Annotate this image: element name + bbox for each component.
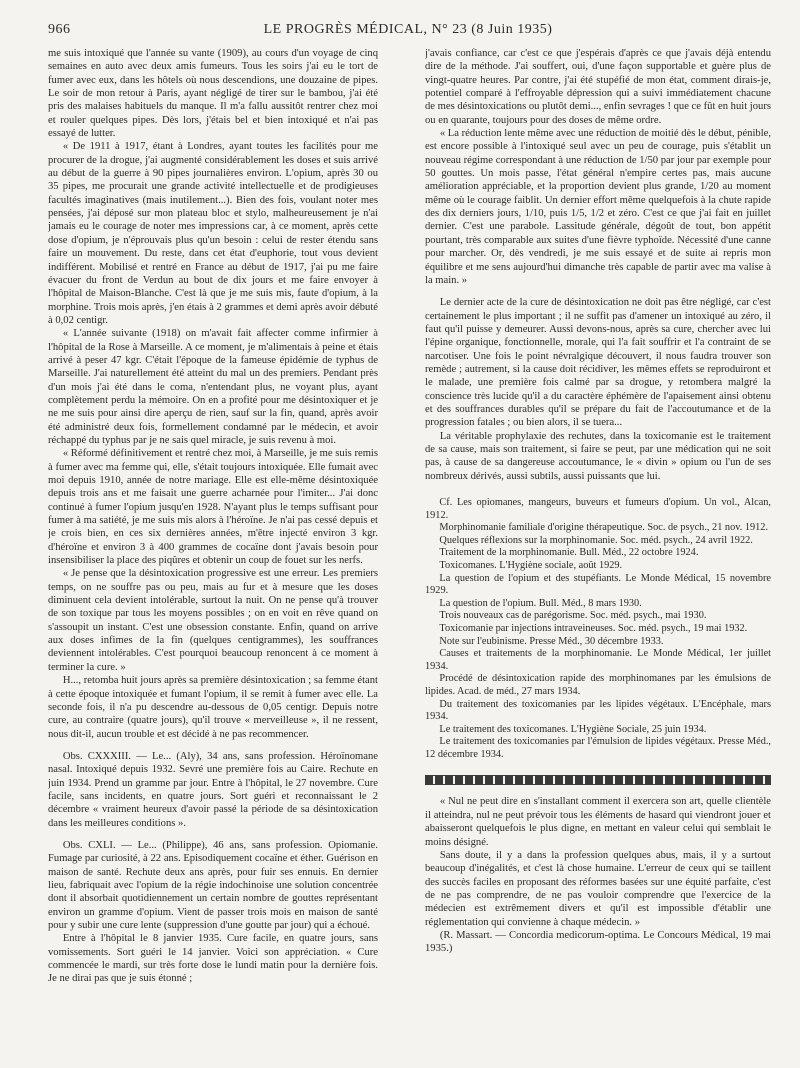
paragraph: « La réduction lente même avec une réduction de moitié dès le début, pénible, est encore possible à l'intoxiqué seul avec un peu de courage, puis s'établit un nouveau régime correspondant à une réduction de 1/50 par jour par exemple pour 50 gouttes. Un mois passe, l'état général n'empire certes pas, mais aucune amélioration appréciable, et la proportion devient plus grande, 1/20 au moment même où le courage faiblit. Un dernier effort même quelquefois à la chute rapide des dix derniers jours, 1/10, puis 1/5, 1/2 et zéro. C'est ce que j'ai fait en juillet dernier. C'est une parabole. Lassitude générale, dégoût de tout, bon appétit pourtant, très comparable aux suites d'une fièvre typhoïde. Nécessité d'une canne pour marcher. Or, dès vendredi, je me suis essayé et de suite ai repris mon équilibre et me sens aujourd'hui dimanche très capable de partir avec ma valise à la main. » <box>425 128 771 286</box>
reference-item: La question de l'opium. Bull. Méd., 8 mars 1930. <box>439 597 642 609</box>
reference-item: Le traitement des toxicomanies par l'émulsion de lipides végétaux. Presse Méd., 12 décembre 1934. <box>425 736 771 760</box>
reference-item: Causes et traitements de la morphinomanie. Le Monde Médical, 1er juillet 1934. <box>425 648 771 672</box>
observation-cxli: Obs. CXLI. — Le... (Philippe), 46 ans, sans profession. Opiomanie. Fumage par curiosité, à 22 ans. Episodiquement cocaïne et éther. Guérison en maison de santé. Rechute deux ans après, pour fuir ses ennuis. En dernier lieu, fabriquait avec l'opium de la régie indochinoise une solution concentrée dont il absorbait quotidiennement un certain nombre de gouttes représentant environ un gramme d'opium. Vient de passer trois mois en maison de santé pour y subir une cure lente (suppression d'une goutte par jour) qui a échoué. <box>48 839 378 931</box>
reference-item: Toxicomanie par injections intraveineuses. Soc. méd. psych., 19 mai 1932. <box>439 622 748 634</box>
paragraph: « Réformé définitivement et rentré chez moi, à Marseille, je me suis remis à fumer avec ma femme qui, elle, s'était toujours intoxiquée. Elle fumait avec moi depuis 1910, année de notre mariage. Elle est elle-même désintoxiquée depuis trois ans et me faisait une guerre acharnée pour l'imiter... J'ai donc continué à fumer l'opium jusqu'en 1928. N'ayant plus le temps suffisant pour fumer à ma satiété, je me suis mis alors à l'héroïne. Je n'ai pas cessé depuis et je crois bien, en ces six dernières années, m'être injecté environ 3 kgr. d'héroïne et environ 3 à 400 grammes de cocaïne dont j'avais besoin pour insensibiliser la place des piqûres et obtenir un coup de fouet sur les nerfs. <box>48 448 378 567</box>
page-number: 966 <box>48 22 71 37</box>
reference-item: Cf. Les opiomanes, mangeurs, buveurs et fumeurs d'opium. Un vol., Alcan, 1912. <box>425 497 771 521</box>
paragraph: « Je pense que la désintoxication progressive est une erreur. Les premiers temps, on ne souffre pas ou peu, mais au fur et à mesure que les doses diminuent cela devient intolérable, surtout la nuit. On ne pense qu'à trouver de son toxique par tous les moyens possibles ; on en voit en rêve quand on s'assoupit un instant. C'est une obsession constante. Enfin, quand on arrive aux doses infimes de la fin (quelques centigrammes), les souffrances deviennent intolérables. C'est pourquoi beaucoup renoncent à ce moment à terminer la cure. » <box>48 568 378 673</box>
reference-item: Traitement de la morphinomanie. Bull. Méd., 22 octobre 1924. <box>439 547 699 559</box>
reference-item: Procédé de désintoxication rapide des morphinomanes par les émulsions de lipides. Acad. de méd., 27 mars 1934. <box>425 673 771 697</box>
right-column <box>425 47 771 1047</box>
paragraph: « Nul ne peut dire en s'installant comment il exercera son art, quelle clientèle il atteindra, nul ne peut prévoir tous les éléments de hasard qui viendront jouer et abaisseront quelquefois le plus digne, en mettant en valeur celui qui semblait le moins désigné. <box>425 796 771 848</box>
reference-item: Le traitement des toxicomanes. L'Hygiène Sociale, 25 juin 1934. <box>439 723 707 735</box>
paragraph: Sans doute, il y a dans la profession quelques abus, mais, il y a surtout beaucoup d'inégalités, et c'est là chose humaine. L'erreur de ceux qui se taillent des succès faciles en proposant des réformes basées sur une équité parfaite, c'est de ne pas comprendre, de ne pas vouloir comprendre que l'exercice de la médecien est extrêmement divers et qu'il est impossible d'établir une réglementation qui convienne à chaque médecin. » <box>425 849 771 928</box>
paragraph: La véritable prophylaxie des rechutes, dans la toxicomanie est le traitement de sa cause, mais son traitement, si faire se peut, par une médication qui ne soit pas, à cause de sa dangereuse accoutumance, le « divin » opium ou l'un de ses nombreux dérivés, aussi subtils, aussi puissants que lui. <box>425 430 771 482</box>
running-title: LE PROGRÈS MÉDICAL, N° 23 (8 Juin 1935) <box>263 22 553 37</box>
paragraph: « L'année suivante (1918) on m'avait fait affecter comme infirmier à l'hôpital de la Rose à Marseille. A ce moment, je m'alimentais à peine et étais arrivé à peser 47 kgr. C'était l'époque de la fameuse épidémie de typhus de Marseille. J'ai naturellement été atteint du mal un des premiers. Pendant près d'un mois j'ai été dans le coma, n'entendant plus, ne voyant plus, ayant complètement perdu la mémoire. On en a profité pour me désintoxiquer et je ne me suis pour ainsi dire aperçu de rien, sauf sur la fin, quand, après avoir été administré deux fois, formellement condamné par le médecin, et avoir réchappé du typhus par je ne sais quel miracle, je suis revenu à moi. <box>48 328 378 446</box>
reference-item: Morphinomanie familiale d'origine thérapeutique. Soc. de psych., 21 nov. 1912. <box>439 522 769 534</box>
observation-cxxxiii: Obs. CXXXIII. — Le... (Aly), 34 ans, sans profession. Héroïnomane nasal. Intoxiqué depuis 1932. Sevré une première fois au Caire. Rechute en juin 1934. Prend un gramme par jour. Entre à l'hôpital, le 27 novembre. Cure facile, sans incidents, en quatre jours. Sort guéri et reconnaissant le 2 décembre « vraiment heureux d'avoir passé la période de sa désintoxication dans les meilleures conditions ». <box>48 750 378 829</box>
reference-item: Quelques réflexions sur la morphinomanie. Soc. méd. psych., 24 avril 1922. <box>439 534 753 546</box>
paragraph: « De 1911 à 1917, étant à Londres, ayant toutes les facilités pour me procurer de la drogue, j'ai augmenté considérablement les doses et suis arrivé au début de la guerre à 90 pipes journalières environ. L'opium, après 30 ou 35 pipes, me procurait une grande activité intellectuelle et de prodigieuses facultés imaginatives (mais inutilement...). Bien des fois, voulant noter mes pensées, j'ai déposé sur mon plateau bloc et stylo, malheureusement je n'ai jamais eu le courage de noter mes impressions car, à ce moment, après cette dose d'opium, je n'éprouvais plus qu'un besoin : celui de rester étendu sans faire un mouvement. Du reste, dans cet état d'euphorie, tout vous devient indifférent. Mobilisé et rentré en France au début de 1917, j'ai pu me faire évacuer du front de Verdun au bout de dix jours et me faire envoyer à l'hôpital de Maison-Blanche. C'est là que je me suis mis, faute d'opium, à la morphine. Trois mois après, j'en étais à 2 grammes et demi après avoir débuté à 0,02 centigr. <box>48 141 378 326</box>
reference-item: Du traitement des toxicomanies par les lipides végétaux. L'Encéphale, mars 1934. <box>425 698 771 723</box>
paragraph: me suis intoxiqué que l'année su vante (1909), au cours d'un voyage de cinq semaines en auto avec deux amis fumeurs. Tous les soirs j'ai eu le tort de fumer avec eux, dans les hôtels où nous descendions, une douzaine de pipes. Le soir de mon retour à Paris, ayant négligé de tirer sur le bambou, j'ai été pris des malaises habituels du manque. Il m'a fallu aussitôt rentrer chez moi et rouler quelques pipes. Dès lors, j'étais bel et bien intoxiqué et n'ai pas essayé de lutter. <box>48 48 378 140</box>
citation: (R. Massart. — Concordia medicorum-optima. Le Concours Médical, 19 mai 1935.) <box>425 929 771 955</box>
reference-item: Trois nouveaux cas de parégorisme. Soc. méd. psych., mai 1930. <box>439 610 707 622</box>
paragraph: Le dernier acte de la cure de désintoxication ne doit pas être négligé, car c'est certainement le plus important ; il ne suffit pas d'amener un intoxiqué au zéro, il faut qu'il puisse y demeurer. Aussi devons-nous, après sa cure, chercher avec lui l'épine organique, fonctionnelle, morale, qui l'a fait souffrir et l'a contraint de se narcotiser. Une fois le point névralgique découvert, il nous faudra trouver son remède ; autrement, si la cause doit récidiver, les mêmes effets se reproduiront et le malade, une première fois calmé par sa drogue, y retombera malgré la conscience très lucide qu'il a du caractère éphémère de l'apaisement ainsi obtenu et des souffrances durables qu'il se prépare du fait de l'accoutumance et de la progression fatales ; ou bien alors, il se tuera... <box>425 297 771 429</box>
section-divider <box>425 775 771 785</box>
references-list <box>425 497 771 761</box>
paragraph: j'avais confiance, car c'est ce que j'espérais d'après ce que j'avais déjà entendu dire de la méthode. J'ai souffert, oui, d'une façon supportable et guère plus de vingt-quatre heures. Par contre, j'ai été stupéfié de mon état, comment dirais-je, potentiel comparé à l'effroyable dépression qui a suivi immédiatement chacune de mes désintoxications ou plutôt demi..., enfin sevrages ! que ce fût en huit jours ou en quarante, toujours pour des doses de même ordre. <box>425 48 771 126</box>
left-column <box>48 47 378 1047</box>
reference-item: Note sur l'eubinisme. Presse Méd., 30 décembre 1933. <box>439 635 664 647</box>
paragraph: Entre à l'hôpital le 8 janvier 1935. Cure facile, en quatre jours, sans vomissements. Sort guéri le 14 janvier. Voici son appréciation. « Cure commencée le mardi, sur très forte dose le lundi matin pour la dernière fois. Je ne dirai pas que je suis étonné ; <box>48 933 378 985</box>
reference-item: Toxicomanes. L'Hygiène sociale, août 1929. <box>439 559 623 571</box>
paragraph: H..., retomba huit jours après sa première désintoxication ; sa femme étant à cette époque intoxiquée et fumant l'opium, il se remit à fumer avec elle. La seconde fois, il n'a pu descendre au-dessous de 0,05 centigr. Depuis notre cure, au contraire (quatre jours), qu'il trouve « merveilleuse », il ne ressent, nous dit-il, aucun trouble et est décidé à ne pas recommencer. <box>48 675 378 740</box>
reference-item: La question de l'opium et des stupéfiants. Le Monde Médical, 15 novembre 1929. <box>425 572 771 597</box>
page-header <box>48 22 768 40</box>
